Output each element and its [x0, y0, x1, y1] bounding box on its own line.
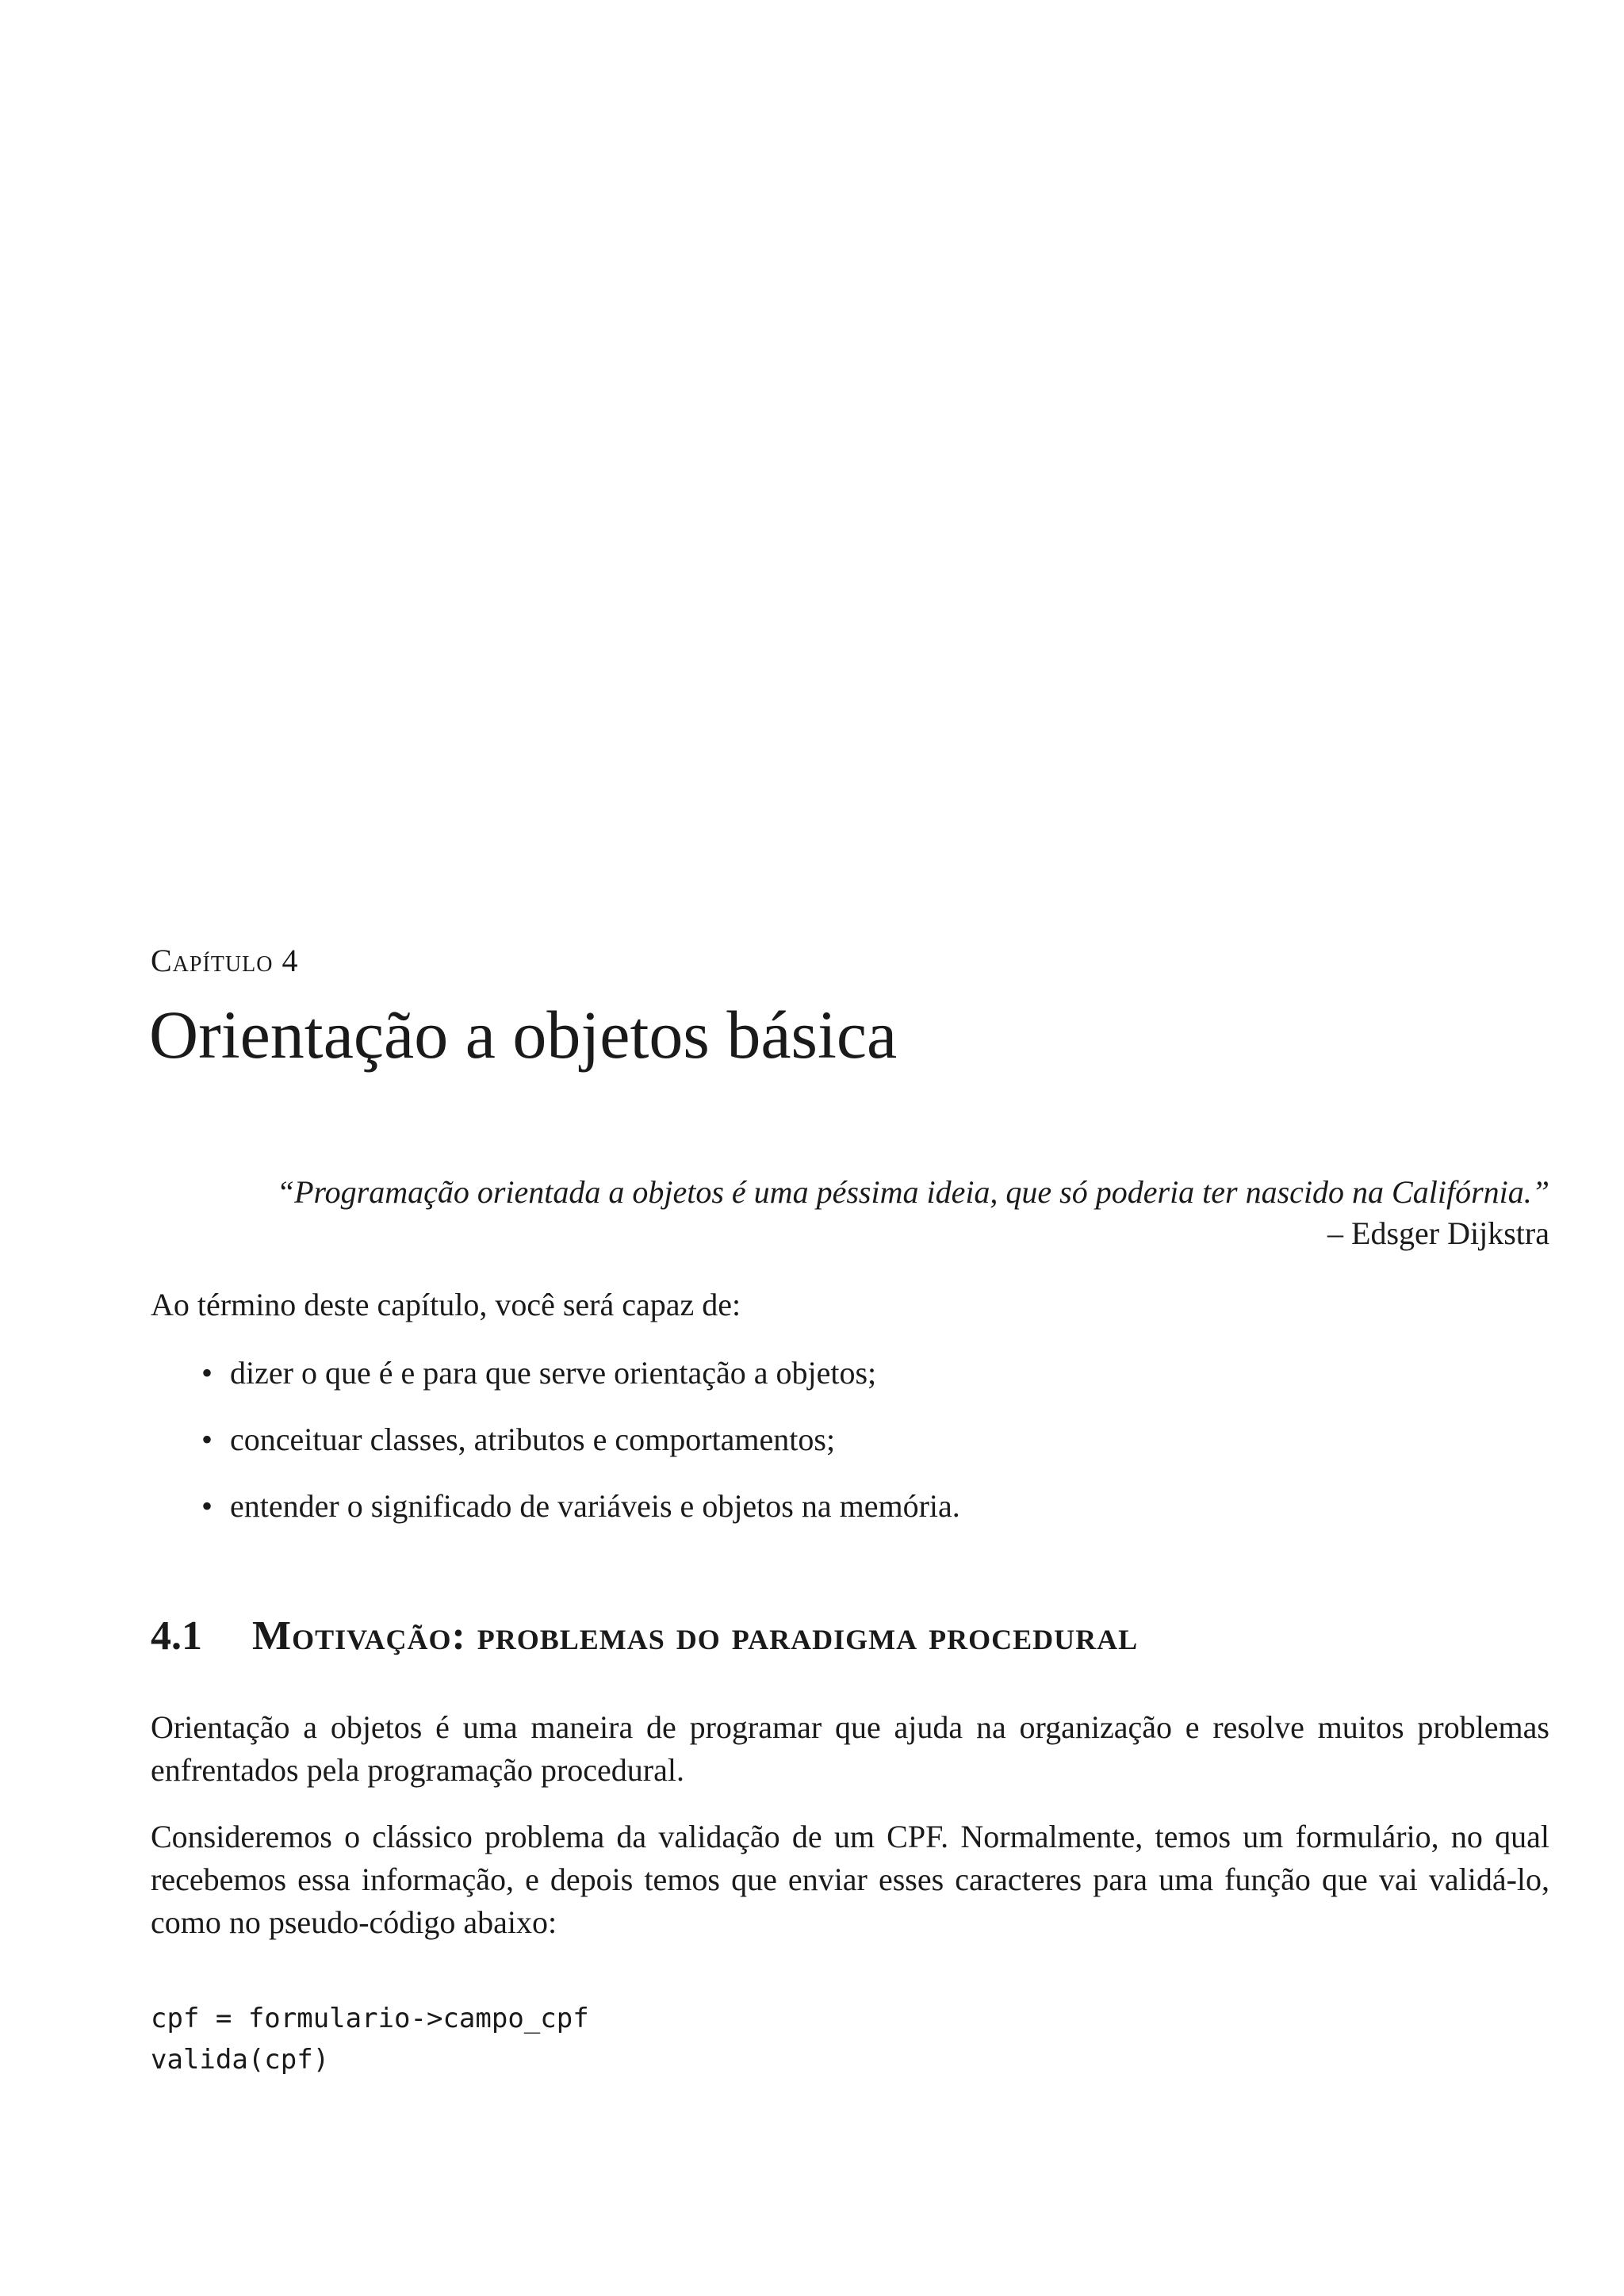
list-item — [195, 1353, 960, 1419]
list-item — [195, 1486, 960, 1552]
chapter-label: Capítulo 4 — [151, 943, 299, 978]
code-block — [151, 1998, 589, 2080]
paragraph: Consideremos o clássico problema da validação de um CPF. Normalmente, temos um formulário, no qual recebemos essa informação, e depois temos que enviar esses caracteres para uma função que vai validá-lo, como no pseudo-código abaixo: — [151, 1819, 1549, 1940]
bullet-icon: • — [201, 1422, 213, 1457]
goal-text: dizer o que é e para que serve orientação a objetos; — [230, 1355, 877, 1391]
code-line: cpf = formulario->campo_cpf — [151, 2003, 589, 2034]
paragraph: Orientação a objetos é uma maneira de programar que ajuda na organização e resolve muitos problemas enfrentados pela programação procedural. — [151, 1709, 1549, 1788]
section-heading — [151, 1613, 1138, 1659]
intro-text: Ao término deste capítulo, você será capaz de: — [151, 1287, 741, 1322]
section-title: Motivação: problemas do paradigma procedural — [252, 1613, 1139, 1659]
goals-list — [195, 1353, 960, 1552]
list-item — [195, 1419, 960, 1486]
bullet-icon: • — [201, 1355, 213, 1391]
goal-text: conceituar classes, atributos e comportamentos; — [230, 1422, 836, 1457]
epigraph — [151, 1172, 1549, 1254]
section-number: 4.1 — [151, 1613, 202, 1659]
chapter-title: Orientação a objetos básica — [149, 997, 898, 1073]
epigraph-quote: “Programação orientada a objetos é uma péssima ideia, que só poderia ter nascido na Califórnia.” — [276, 1174, 1549, 1210]
bullet-icon: • — [201, 1488, 213, 1524]
code-line: valida(cpf) — [151, 2044, 330, 2076]
goal-text: entender o significado de variáveis e objetos na memória. — [230, 1488, 960, 1524]
epigraph-author: – Edsger Dijkstra — [1327, 1215, 1549, 1251]
